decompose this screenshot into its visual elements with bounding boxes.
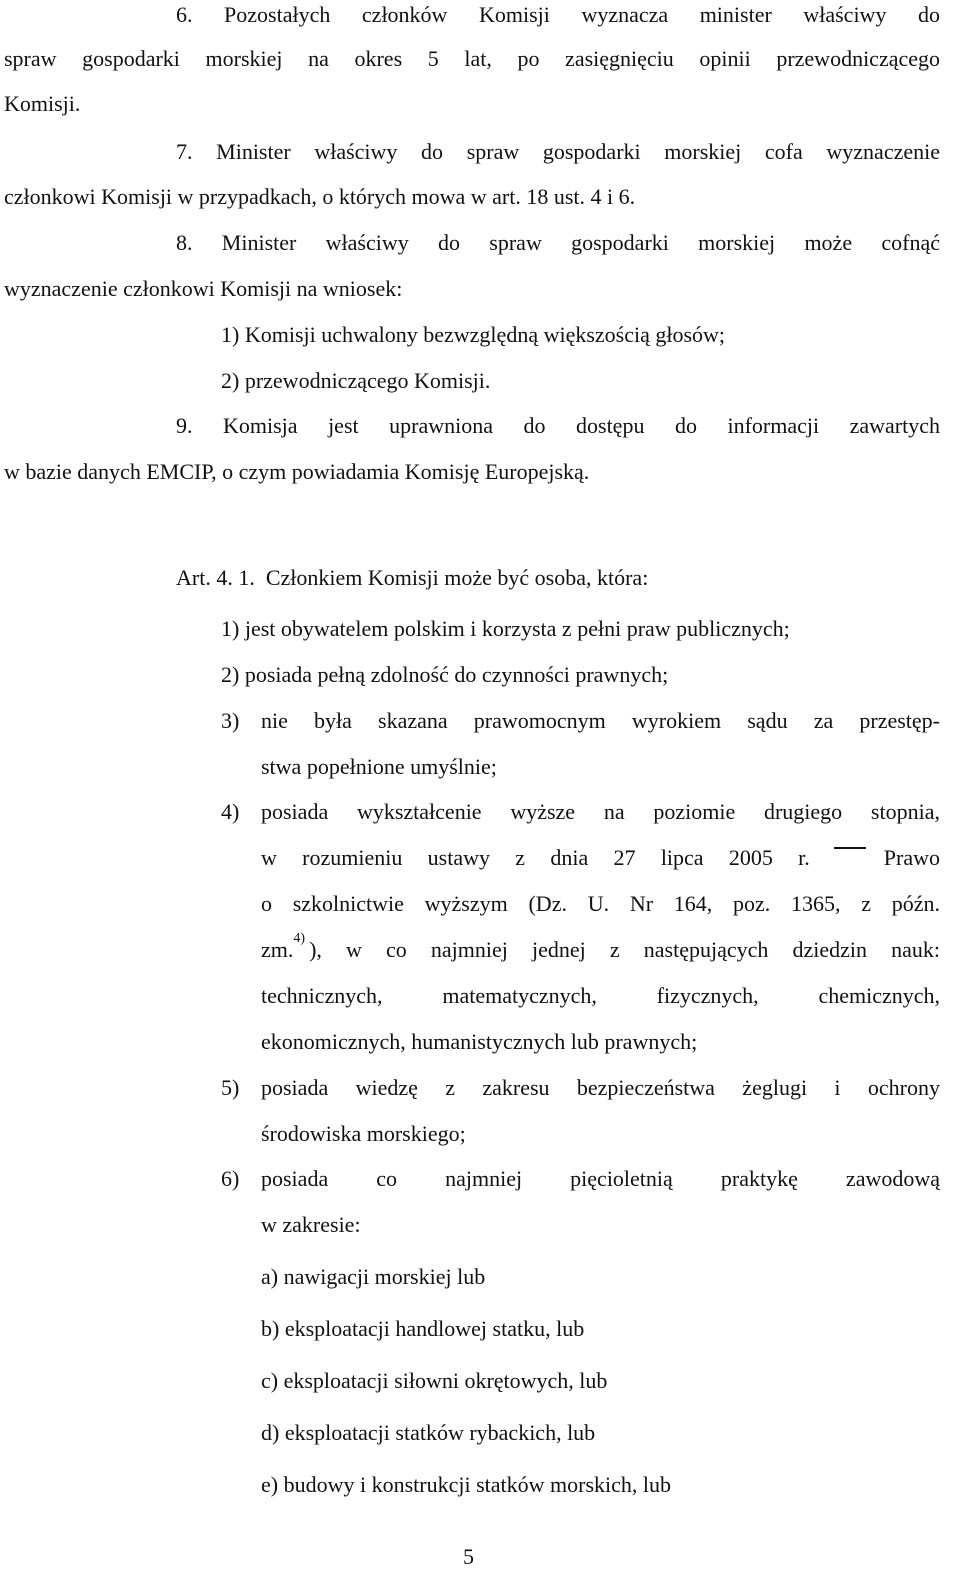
sub-list-item: a) nawigacji morskiej lub [261, 1264, 486, 1289]
list-item-number: 4) [221, 799, 240, 824]
list-item-text: w zakresie: [261, 1212, 361, 1237]
sub-list-item: e) budowy i konstrukcji statków morskich, lub [261, 1472, 672, 1497]
paragraph-9-line-2: w bazie danych EMCIP, o czym powiadamia Komisję Europejską. [4, 459, 590, 484]
sub-list-item: b) eksploatacji handlowej statku, lub [261, 1316, 585, 1341]
paragraph-7-line-2: członkowi Komisji w przypadkach, o których mowa w art. 18 ust. 4 i 6. [4, 184, 636, 209]
list-item-text: posiada wykształcenie wyższe na poziomie drugiego stopnia, [261, 799, 940, 824]
paragraph-8-line-2: wyznaczenie członkowi Komisji na wniosek: [4, 276, 403, 301]
article-4-heading: Art. 4. 1. Członkiem Komisji może być osoba, która: [176, 565, 649, 590]
list-item-text: o szkolnictwie wyższym (Dz. U. Nr 164, poz. 1365, z późn. [261, 891, 940, 916]
list-item: 1) jest obywatelem polskim i korzysta z pełni praw publicznych; [221, 616, 790, 641]
paragraph-6-line-1: 6. Pozostałych członków Komisji wyznacza minister właściwy do [176, 2, 940, 27]
list-item-text-cont: ), w co najmniej jednej z następujących dziedzin nauk: [309, 937, 940, 962]
list-item-text: stwa popełnione umyślnie; [261, 754, 497, 779]
footnote-marker: 4) [293, 931, 306, 946]
statute-reference: w rozumieniu ustawy z dnia 27 lipca 2005 r. [261, 845, 810, 870]
statute-title: Prawo [883, 845, 940, 870]
paragraph-7-line-1: 7. Minister właściwy do spraw gospodarki morskiej cofa wyznaczenie [176, 139, 940, 164]
list-item-text: ekonomicznych, humanistycznych lub prawnych; [261, 1029, 698, 1054]
list-item: 1) Komisji uchwalony bezwzględną większością głosów; [221, 322, 726, 347]
paragraph-8-line-1: 8. Minister właściwy do spraw gospodarki morskiej może cofnąć [176, 230, 940, 255]
list-item-number: 3) [221, 708, 240, 733]
list-item: 2) przewodniczącego Komisji. [221, 368, 491, 393]
list-item-text: posiada co najmniej pięcioletnią praktykę zawodową [261, 1166, 940, 1191]
abbreviation: zm. [261, 937, 294, 962]
list-item-text: technicznych, matematycznych, fizycznych, chemicznych, [261, 983, 940, 1008]
list-item-text [261, 847, 940, 869]
paragraph-9-line-1: 9. Komisja jest uprawniona do dostępu do informacji zawartych [176, 413, 940, 438]
list-item-text [261, 931, 940, 962]
list-item-text: posiada wiedzę z zakresu bezpieczeństwa żeglugi i ochrony [261, 1075, 940, 1100]
list-item-number: 5) [221, 1075, 240, 1100]
paragraph-6-line-2: spraw gospodarki morskiej na okres 5 lat, po zasięgnięciu opinii przewodniczącego [4, 46, 940, 71]
list-item-text: środowiska morskiego; [261, 1121, 466, 1146]
sub-list-item: c) eksploatacji siłowni okrętowych, lub [261, 1368, 608, 1393]
list-item-text: nie była skazana prawomocnym wyrokiem sądu za przestęp- [261, 708, 940, 733]
paragraph-6-line-3: Komisji. [4, 91, 81, 116]
sub-list-item: d) eksploatacji statków rybackich, lub [261, 1420, 596, 1445]
list-item-number: 6) [221, 1166, 240, 1191]
page-number: 5 [463, 1544, 474, 1569]
dash [834, 847, 866, 849]
list-item: 2) posiada pełną zdolność do czynności prawnych; [221, 662, 669, 687]
